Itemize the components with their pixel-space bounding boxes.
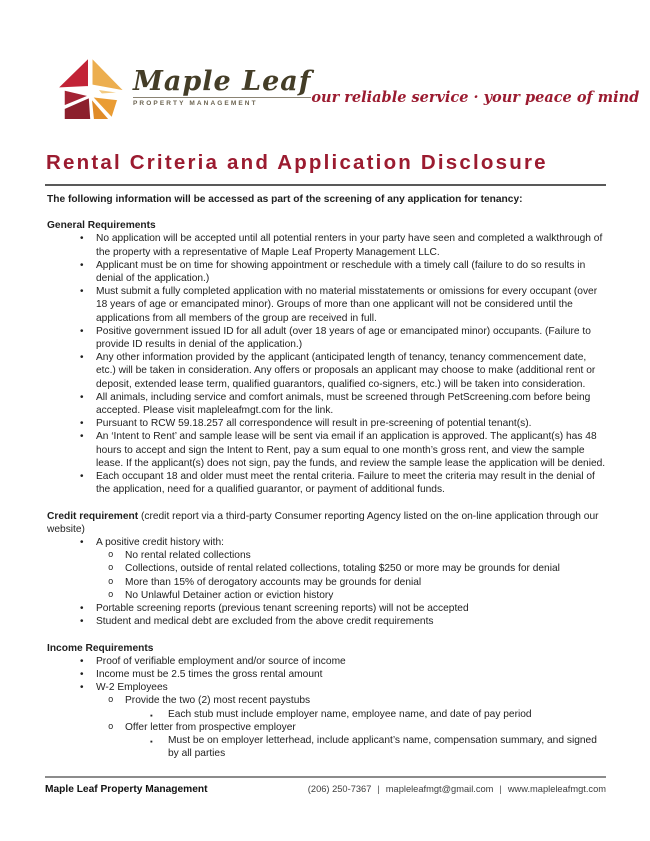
bullet-text: More than 15% of derogatory accounts may be grounds for denial: [125, 576, 422, 588]
bullet-text: Portable screening reports (previous tenant screening reports) will not be accepted: [96, 603, 469, 615]
bullet-item: [47, 470, 608, 496]
bullet-text: Must submit a fully completed application with no material misstatements or omissions for every occupant (over 18 years of age or emancipated minor). Groups of more than one applicant will not be considered until the applications from all members of the group are received in full.: [96, 286, 598, 324]
brand-subtitle: PROPERTY MANAGEMENT: [133, 97, 311, 107]
bullet-marker-level3: ▪: [150, 710, 153, 720]
bullet-text: All animals, including service and comfort animals, must be screened through PetScreening.com before being accepted. Please visit mapleleafmgt.com for the link.: [96, 391, 591, 417]
bullet-marker-level1: •: [80, 286, 84, 298]
section-heading-bold: Income Requirements: [47, 642, 154, 654]
bullet-item: [47, 391, 608, 417]
bullet-item: [47, 232, 608, 258]
bullet-marker-level1: •: [80, 616, 84, 628]
bullet-text: Income must be 2.5 times the gross rental amount: [96, 669, 323, 681]
bullet-item: [47, 536, 608, 549]
bullet-marker-level2: o: [108, 550, 114, 561]
bullet-marker-level2: o: [108, 589, 114, 600]
footer-company-name: Maple Leaf Property Management: [45, 784, 208, 795]
bullet-item: [47, 589, 608, 602]
bullet-item: [47, 681, 608, 694]
bullet-item: [47, 721, 608, 734]
bullet-item: [47, 351, 608, 391]
section-heading-bold: Credit requirement: [47, 510, 139, 522]
bullet-text: Provide the two (2) most recent paystubs: [125, 695, 311, 707]
bullet-item: [47, 549, 608, 562]
bullet-marker-level2: o: [108, 695, 114, 706]
bullet-marker-level1: •: [80, 669, 84, 681]
footer-separator: |: [499, 784, 502, 794]
bullet-marker-level1: •: [80, 418, 84, 430]
page-footer: [45, 776, 606, 795]
bullet-text: Must be on employer letterhead, include applicant’s name, compensation summary, and signed by all parties: [168, 735, 597, 760]
bullet-item: [47, 655, 608, 668]
document-sections: [47, 206, 608, 760]
bullet-marker-level1: •: [80, 431, 84, 443]
bullet-text: Proof of verifiable employment and/or source of income: [96, 655, 346, 667]
bullet-text: Each occupant 18 and older must meet the rental criteria. Failure to meet the criteria may result in the denial of the application, need for a qualified guarantor, or payment of additional funds.: [96, 471, 595, 496]
bullet-item: [47, 325, 608, 351]
bullet-text: Any other information provided by the applicant (anticipated length of tenancy, tenancy commencement date, etc.) will be taken in consideration. Any offers or proposals an applicant may choose to make (additional rent or deposit, extended lease term, qualified guarantors, qualified co-signers, etc.) will be taken into consideration.: [96, 352, 596, 390]
section-heading-rest: (credit report via a third-party Consumer reporting Agency listed on the on-line application through our website): [47, 510, 599, 535]
bullet-text: No Unlawful Detainer action or eviction history: [125, 589, 334, 601]
bullet-text: Collections, outside of rental related collections, totaling $250 or more may be grounds for denial: [125, 563, 560, 575]
section-heading-bold: General Requirements: [47, 220, 156, 232]
bullet-item: [47, 708, 608, 721]
bullet-item: [47, 694, 608, 707]
bullet-marker-level1: •: [80, 537, 84, 549]
bullet-marker-level1: •: [80, 603, 84, 615]
bullet-item: [47, 417, 608, 430]
bullet-text: W-2 Employees: [96, 682, 168, 694]
bullet-item: [47, 734, 608, 760]
bullet-item: [47, 285, 608, 325]
brand-name: Maple Leaf: [133, 66, 312, 97]
bullet-marker-level1: •: [80, 259, 84, 271]
bullet-text: No application will be accepted until all potential renters in your party have seen and completed a walkthrough of the property with a representative of Maple Leaf Property Management LLC.: [96, 233, 603, 258]
bullet-marker-level3: ▪: [150, 737, 153, 747]
bullet-item: [47, 615, 608, 628]
footer-row: [45, 784, 606, 795]
bullet-text: Pursuant to RCW 59.18.257 all correspondence will result in pre-screening of potential tenant(s).: [96, 418, 532, 430]
bullet-text: Applicant must be on time for showing appointment or reschedule with a timely call (failure to do so results in denial of the application.): [96, 259, 586, 284]
bullet-marker-level1: •: [80, 352, 84, 364]
bullet-marker-level1: •: [80, 391, 84, 403]
bullet-marker-level2: o: [108, 721, 114, 732]
footer-phone: (206) 250-7367: [307, 784, 372, 794]
company-logo: [55, 56, 311, 122]
section-heading: [47, 642, 608, 655]
footer-website[interactable]: www.mapleleafmgt.com: [507, 784, 606, 794]
bullet-marker-level1: •: [80, 655, 84, 667]
house-logo-icon: [55, 56, 127, 122]
bullet-text: Positive government issued ID for all adult (over 18 years of age or emancipated minor) occupants. (Failure to provide ID results in denial of the application.): [96, 325, 591, 351]
bullet-text: Student and medical debt are excluded from the above credit requirements: [96, 616, 434, 628]
intro-line: The following information will be accessed as part of the screening of any application for tenancy:: [47, 194, 523, 205]
bullet-item: [47, 602, 608, 615]
bullet-item: [47, 430, 608, 470]
bullet-text: Offer letter from prospective employer: [125, 721, 296, 733]
bullet-item: [47, 668, 608, 681]
bullet-text: Each stub must include employer name, employee name, and date of pay period: [168, 708, 532, 720]
footer-contact-info: [308, 784, 606, 794]
bullet-item: [47, 259, 608, 285]
bullet-marker-level2: o: [108, 576, 114, 587]
bullet-marker-level1: •: [80, 233, 84, 245]
section-heading: [47, 219, 608, 232]
section-heading: [47, 510, 608, 536]
title-divider: [45, 184, 606, 186]
brand-text-block: [133, 68, 311, 107]
footer-separator: |: [377, 784, 380, 794]
bullet-item: [47, 562, 608, 575]
bullet-text: A positive credit history with:: [96, 537, 224, 549]
footer-email[interactable]: mapleleafmgt@gmail.com: [385, 784, 494, 794]
bullet-marker-level1: •: [80, 682, 84, 694]
bullet-text: An ‘Intent to Rent’ and sample lease will be sent via email if an application is approved. The applicant(s) has 48 hours to accept and sign the Intent to Rent, pay a sum equal to one month’s gross rent, and view the sample lease. If the applicant(s) does not sign, pay the funds, and review the sample lease the application will be denied.: [96, 431, 606, 469]
footer-divider: [45, 776, 606, 778]
bullet-marker-level1: •: [80, 325, 84, 337]
page-title: Rental Criteria and Application Disclosure: [46, 151, 548, 174]
bullet-marker-level2: o: [108, 563, 114, 574]
company-tagline: our reliable service · your peace of mind: [311, 89, 640, 106]
letterhead: [55, 56, 640, 122]
bullet-text: No rental related collections: [125, 550, 251, 562]
bullet-marker-level1: •: [80, 471, 84, 483]
bullet-item: [47, 576, 608, 589]
